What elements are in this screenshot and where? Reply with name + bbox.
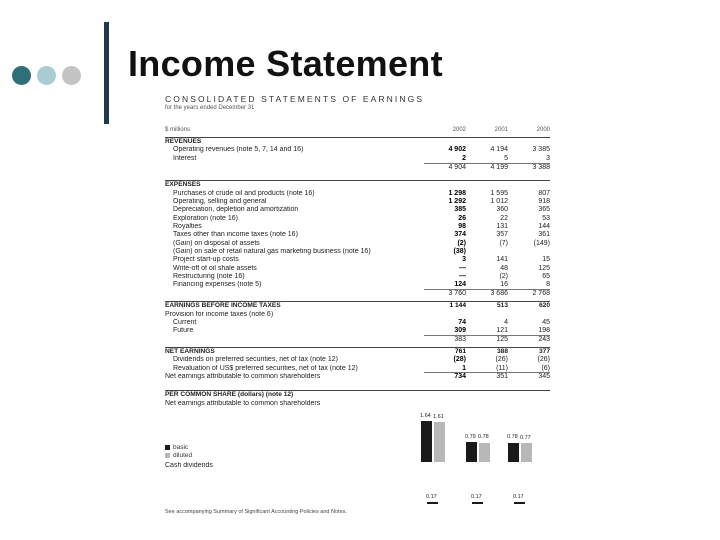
row-value: 309	[454, 327, 466, 335]
table-row	[165, 231, 550, 239]
row-value: 374	[454, 231, 466, 239]
row-value: (149)	[533, 239, 550, 247]
cash-dividends-label: Cash dividends	[165, 461, 213, 469]
bar-value-label: 0.17	[513, 493, 524, 500]
year-header: 2001	[494, 127, 508, 133]
bar-basic-2000	[508, 443, 519, 462]
row-value: (28)	[453, 356, 466, 364]
teal-dot	[12, 66, 31, 85]
row-value: 8	[546, 281, 550, 289]
statement-subtitle: for the years ended December 31	[165, 105, 255, 111]
row-value: 1	[462, 364, 466, 372]
table-row	[165, 356, 550, 364]
income-tax-rows	[165, 319, 550, 336]
bar-basic-2001	[466, 442, 477, 462]
table-row	[165, 215, 550, 223]
row-value: 125	[538, 264, 550, 272]
row-value: 53	[542, 214, 550, 222]
earnings-before-taxes-row: EARNINGS BEFORE INCOME TAXES 1 144 513 620	[165, 302, 550, 310]
net-earnings-row: NET EARNINGS 761 388 377	[165, 347, 550, 355]
year-header: 2000	[536, 127, 550, 133]
row-label: Project start-up costs	[173, 256, 239, 264]
bar-value-label: 0.17	[426, 493, 437, 500]
row-label: Current	[173, 318, 197, 326]
bar-diluted-2000	[521, 443, 532, 462]
row-value: (26)	[495, 356, 508, 364]
table-row	[165, 223, 550, 231]
row-value: 2	[462, 154, 466, 162]
row-value: 5	[504, 154, 508, 162]
row-label: Operating revenues (note 5, 7, 14 and 16)	[173, 146, 304, 154]
row-label: Financing expenses (note 5)	[173, 281, 262, 289]
table-row	[165, 190, 550, 198]
bar-diluted-2002	[434, 422, 445, 462]
bar-value-label: 0.78	[478, 434, 489, 441]
row-value: 365	[538, 206, 550, 214]
table-row	[165, 146, 550, 154]
row-label: Royalties	[173, 223, 202, 231]
row-label: Depreciation, depletion and amortization	[173, 206, 299, 214]
expenses-total: 3 760 3 686 2 768	[165, 290, 550, 298]
row-label: Revaluation of US$ preferred securities, net of tax (note 12)	[173, 364, 358, 372]
title-accent-bar	[104, 22, 109, 124]
row-value: 3	[462, 256, 466, 264]
footnote: See accompanying Summary of Significant Accounting Policies and Notes.	[165, 509, 347, 516]
common-shareholders-row: Net earnings attributable to common shareholders 734 351 345	[165, 372, 550, 381]
statement-title: CONSOLIDATED STATEMENTS OF EARNINGS	[165, 94, 425, 104]
row-value: 131	[496, 223, 508, 231]
row-value: 361	[538, 231, 550, 239]
row-label: Future	[173, 327, 194, 335]
row-value: 48	[500, 264, 508, 272]
table-row	[165, 198, 550, 206]
bar-basic-2002	[421, 421, 432, 462]
row-value: 141	[496, 256, 508, 264]
legend-diluted: diluted	[165, 452, 192, 460]
row-value: (2)	[457, 239, 466, 247]
net-earnings-adjustments	[165, 356, 550, 373]
row-value: 26	[458, 214, 466, 222]
bar-dividends-2000	[514, 502, 525, 504]
dividends-bar-chart	[165, 476, 550, 504]
row-value: 45	[542, 318, 550, 326]
row-value: 15	[542, 256, 550, 264]
row-value: 124	[454, 281, 466, 289]
bar-value-label: 0.17	[471, 493, 482, 500]
row-value: 1 298	[448, 189, 466, 197]
row-label: Purchases of crude oil and products (note 16)	[173, 189, 315, 197]
row-value: 16	[500, 281, 508, 289]
table-row	[165, 206, 550, 214]
row-value: 807	[538, 189, 550, 197]
bar-diluted-2001	[479, 443, 490, 462]
table-row	[165, 319, 550, 327]
bar-value-label: 0.77	[520, 434, 531, 441]
row-value: 22	[500, 214, 508, 222]
row-value: 144	[538, 223, 550, 231]
expenses-heading: EXPENSES	[165, 180, 550, 189]
row-value: 4 194	[490, 146, 508, 154]
row-value: 357	[496, 231, 508, 239]
expenses-rows	[165, 190, 550, 290]
income-tax-total: 383 125 243	[165, 336, 550, 344]
row-label: (Gain) on disposal of assets	[173, 239, 260, 247]
bar-value-label: 0.78	[507, 434, 518, 441]
bar-dividends-2002	[427, 502, 438, 504]
row-value: 98	[458, 223, 466, 231]
row-value: 385	[454, 206, 466, 214]
per-share-heading: PER COMMON SHARE (dollars) (note 12)	[165, 390, 550, 399]
table-row	[165, 265, 550, 273]
bar-value-label: 1.61	[433, 413, 444, 420]
row-value: 65	[542, 273, 550, 281]
row-label: Operating, selling and general	[173, 198, 267, 206]
column-header	[165, 126, 550, 134]
row-label: (Gain) on sale of retail natural gas marketing business (note 16)	[173, 248, 371, 256]
row-value: (6)	[541, 364, 550, 372]
row-label: Taxes other than income taxes (note 16)	[173, 231, 298, 239]
row-value: 121	[496, 327, 508, 335]
lightblue-dot	[37, 66, 56, 85]
bar-value-label: 1.64	[420, 413, 431, 420]
row-value: (38)	[453, 248, 466, 256]
row-value: —	[459, 264, 466, 272]
row-value: 198	[538, 327, 550, 335]
legend-basic: basic	[165, 444, 192, 452]
row-label: Interest	[173, 154, 197, 162]
slide-title: Income Statement	[128, 43, 443, 84]
table-row	[165, 248, 550, 256]
row-value: —	[459, 273, 466, 281]
table-row	[165, 240, 550, 248]
row-value: (26)	[537, 356, 550, 364]
row-label: Exploration (note 16)	[173, 214, 238, 222]
row-value: (11)	[496, 364, 508, 372]
revenues-heading: REVENUES	[165, 137, 550, 146]
row-value: 4	[504, 318, 508, 326]
row-value: 3 385	[532, 146, 550, 154]
decorative-dots	[12, 66, 81, 85]
row-value: 918	[538, 198, 550, 206]
row-value: 360	[496, 206, 508, 214]
row-label: Write-off of oil shale assets	[173, 264, 257, 272]
revenues-rows	[165, 146, 550, 163]
row-value: (2)	[499, 273, 508, 281]
row-value: 74	[458, 318, 466, 326]
income-statement-document	[165, 94, 550, 517]
bar-value-label: 0.79	[465, 434, 476, 441]
row-value: 1 012	[490, 198, 508, 206]
row-value: 4 902	[448, 146, 466, 154]
units-label: $ millions	[165, 127, 191, 133]
gray-dot	[62, 66, 81, 85]
eps-bar-chart	[165, 410, 550, 462]
row-label: Dividends on preferred securities, net of tax (note 12)	[173, 356, 338, 364]
year-header: 2002	[452, 127, 466, 133]
row-label: Restructuring (note 16)	[173, 273, 245, 281]
revenues-total: 4 904 4 199 3 388	[165, 163, 550, 171]
income-tax-heading: Provision for income taxes (note 6)	[165, 310, 274, 318]
table-row	[165, 273, 550, 281]
row-value: (7)	[499, 239, 508, 247]
row-value: 3	[546, 154, 550, 162]
row-value: 1 595	[490, 189, 508, 197]
bar-dividends-2001	[472, 502, 483, 504]
row-value: 1 292	[448, 198, 466, 206]
per-share-subheading: Net earnings attributable to common shareholders	[165, 399, 321, 407]
table-row	[165, 256, 550, 264]
